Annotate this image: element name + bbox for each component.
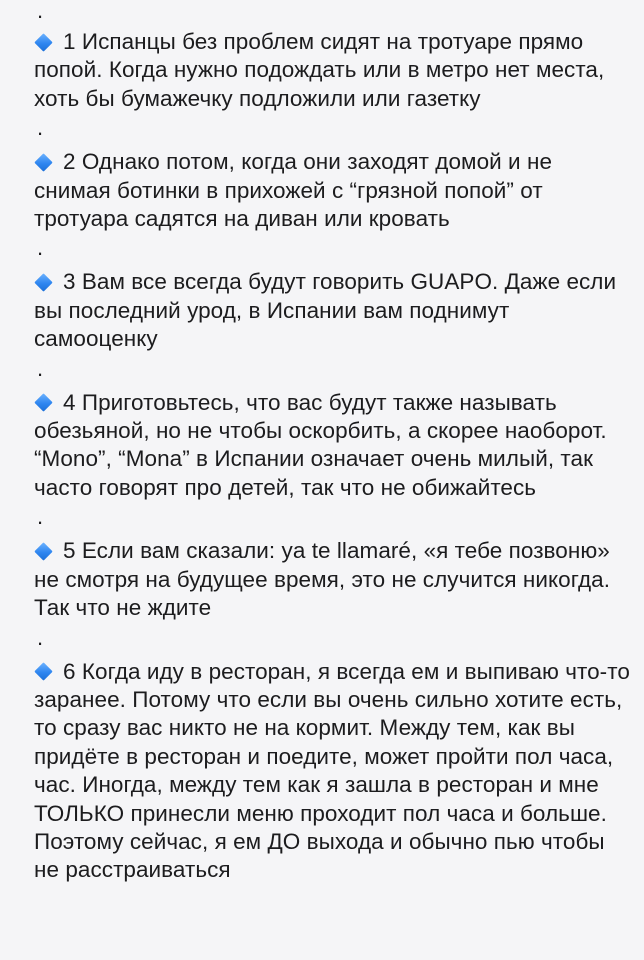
item-6-text: 6 Когда иду в ресторан, я всегда ем и выпиваю что-то заранее. Потому что если вы очень сильно хотите есть, то сразу вас никто не на кормит. Между тем, как вы придёте в ресторан и поедите, может пройти пол часа, час. Иногда, между тем как я зашла в ресторан и мне ТОЛЬКО принесли меню проходит пол часа и больше. Поэтому сейчас, я ем ДО выхода и обычно пью чтобы не расстраиваться: [34, 658, 630, 883]
list-item-6: [34, 658, 634, 885]
small-blue-diamond-icon: [34, 394, 52, 412]
list-item-1: [34, 28, 634, 113]
list-item-4: [34, 389, 634, 503]
separator-dot: .: [37, 0, 44, 23]
item-5-text: 5 Если вам сказали: ya te llamaré, «я тебе позвоню» не смотря на будущее время, это не случится никогда. Так что не ждите: [34, 538, 611, 621]
list-item-3: [34, 268, 634, 353]
list-item-2: [34, 148, 634, 233]
item-2-text: 2 Однако потом, когда они заходят домой и не снимая ботинки в прихожей с “грязной попой” от тротуара садятся на диван или кровать: [34, 149, 553, 232]
small-blue-diamond-icon: [34, 153, 52, 171]
item-4-text: 4 Приготовьтесь, что вас будут также называть обезьяной, но не чтобы оскорбить, а скорее наоборот. “Mono”, “Mona” в Испании означает очень милый, так часто говорят про детей, так что не обижайтесь: [34, 389, 607, 500]
separator-dot: .: [37, 624, 44, 650]
separator-dot: .: [37, 115, 44, 141]
small-blue-diamond-icon: [34, 33, 52, 51]
item-1-text: 1 Испанцы без проблем сидят на тротуаре прямо попой. Когда нужно подождать или в метро нет места, хоть бы бумажечку подложили или газетку: [34, 29, 605, 111]
separator-dot: .: [37, 355, 44, 381]
small-blue-diamond-icon: [34, 662, 52, 680]
post-body: [34, 0, 634, 885]
item-3-text: 3 Вам все всегда будут говорить GUAPO. Даже если вы последний урод, в Испании вам поднимут самооценку: [34, 269, 617, 352]
separator-dot: .: [37, 504, 44, 530]
list-item-5: [34, 537, 634, 622]
separator-dot: .: [37, 235, 44, 261]
small-blue-diamond-icon: [34, 273, 52, 291]
small-blue-diamond-icon: [34, 542, 52, 560]
